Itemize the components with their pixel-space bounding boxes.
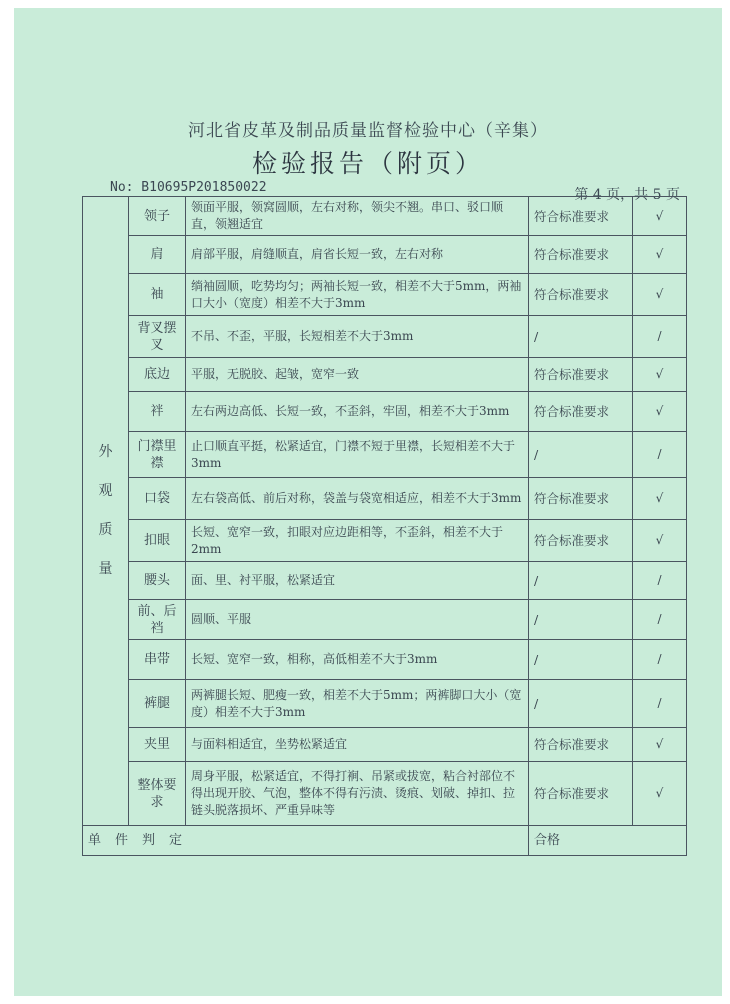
item-name: 扣眼: [129, 520, 186, 562]
item-result: 符合标准要求: [529, 392, 633, 432]
table-row: [83, 762, 687, 826]
table-row: [83, 640, 687, 680]
item-requirement: 周身平服，松紧适宜，不得打裥、吊紧或拔宽，粘合衬部位不得出现开胶、气泡，整体不得有污渍、烫痕、划破、掉扣、拉链头脱落损坏、严重异味等: [186, 762, 529, 826]
table-row: [83, 478, 687, 520]
category-char: 质: [98, 522, 113, 538]
table-row: [83, 274, 687, 316]
verdict-row: [83, 826, 687, 856]
item-result: 符合标准要求: [529, 274, 633, 316]
item-requirement: 圆顺、平服: [186, 600, 529, 640]
table-row: [83, 600, 687, 640]
item-requirement: 两裤腿长短、肥瘦一致，相差不大于5mm；两裤脚口大小（宽度）相差不大于3mm: [186, 680, 529, 728]
item-mark: /: [633, 600, 687, 640]
item-mark: /: [633, 562, 687, 600]
item-mark: /: [633, 432, 687, 478]
category-char: 量: [98, 561, 113, 577]
table-row: [83, 728, 687, 762]
item-mark: √: [633, 197, 687, 236]
item-name: 肩: [129, 236, 186, 274]
item-mark: /: [633, 316, 687, 358]
item-requirement: 左右两边高低、长短一致，不歪斜，牢固，相差不大于3mm: [186, 392, 529, 432]
item-result: /: [529, 600, 633, 640]
item-requirement: 领面平服，领窝圆顺，左右对称，领尖不翘。串口、驳口顺直，领翘适宜: [186, 197, 529, 236]
item-mark: √: [633, 236, 687, 274]
item-requirement: 绱袖圆顺，吃势均匀；两袖长短一致，相差不大于5mm，两袖口大小（宽度）相差不大于3mm: [186, 274, 529, 316]
table-row: [83, 520, 687, 562]
item-mark: √: [633, 392, 687, 432]
item-requirement: 不吊、不歪，平服，长短相差不大于3mm: [186, 316, 529, 358]
category-char: 外: [98, 444, 113, 460]
table-row: [83, 236, 687, 274]
item-mark: /: [633, 640, 687, 680]
table-row: [83, 316, 687, 358]
table-row: [83, 392, 687, 432]
item-name: 袖: [129, 274, 186, 316]
verdict-label: 单件判定: [83, 826, 529, 856]
item-result: 符合标准要求: [529, 762, 633, 826]
category-cell: [83, 197, 129, 826]
item-name: 袢: [129, 392, 186, 432]
item-result: /: [529, 640, 633, 680]
table-row: [83, 680, 687, 728]
item-result: 符合标准要求: [529, 520, 633, 562]
item-requirement: 止口顺直平挺，松紧适宜，门襟不短于里襟，长短相差不大于3mm: [186, 432, 529, 478]
item-result: /: [529, 432, 633, 478]
item-requirement: 长短、宽窄一致，相称，高低相差不大于3mm: [186, 640, 529, 680]
item-name: 串带: [129, 640, 186, 680]
item-mark: √: [633, 520, 687, 562]
item-requirement: 面、里、衬平服，松紧适宜: [186, 562, 529, 600]
item-mark: √: [633, 728, 687, 762]
item-name: 裤腿: [129, 680, 186, 728]
item-result: /: [529, 316, 633, 358]
item-result: 符合标准要求: [529, 358, 633, 392]
item-mark: √: [633, 358, 687, 392]
item-result: 符合标准要求: [529, 478, 633, 520]
item-result: /: [529, 562, 633, 600]
item-name: 整体要求: [129, 762, 186, 826]
table-row: [83, 197, 687, 236]
item-result: 符合标准要求: [529, 236, 633, 274]
item-name: 门襟里襟: [129, 432, 186, 478]
report-title: 检验报告（附页）: [251, 149, 484, 178]
item-mark: √: [633, 478, 687, 520]
item-mark: √: [633, 274, 687, 316]
item-requirement: 左右袋高低、前后对称，袋盖与袋宽相适应，相差不大于3mm: [186, 478, 529, 520]
item-name: 口袋: [129, 478, 186, 520]
table-row: [83, 562, 687, 600]
page-indicator: 第 4 页，共 5 页: [574, 187, 680, 203]
item-name: 前、后裆: [129, 600, 186, 640]
item-requirement: 肩部平服，肩缝顺直，肩省长短一致，左右对称: [186, 236, 529, 274]
table-row: [83, 432, 687, 478]
item-name: 底边: [129, 358, 186, 392]
item-mark: /: [633, 680, 687, 728]
item-result: /: [529, 680, 633, 728]
item-name: 背叉摆叉: [129, 316, 186, 358]
item-name: 腰头: [129, 562, 186, 600]
item-result: 符合标准要求: [529, 728, 633, 762]
table-row: [83, 358, 687, 392]
verdict-value: 合格: [529, 826, 687, 856]
item-requirement: 长短、宽窄一致，扣眼对应边距相等，不歪斜，相差不大于2mm: [186, 520, 529, 562]
item-name: 领子: [129, 197, 186, 236]
category-char: 观: [98, 483, 113, 499]
item-name: 夹里: [129, 728, 186, 762]
item-requirement: 与面料相适宜，坐势松紧适宜: [186, 728, 529, 762]
item-result: 符合标准要求: [529, 197, 633, 236]
inspection-table: [82, 196, 687, 856]
organization-name: 河北省皮革及制品质量监督检验中心（辛集）: [188, 121, 548, 141]
report-number: No: B10695P201850022: [110, 180, 267, 195]
item-mark: √: [633, 762, 687, 826]
item-requirement: 平服，无脱胶、起皱，宽窄一致: [186, 358, 529, 392]
